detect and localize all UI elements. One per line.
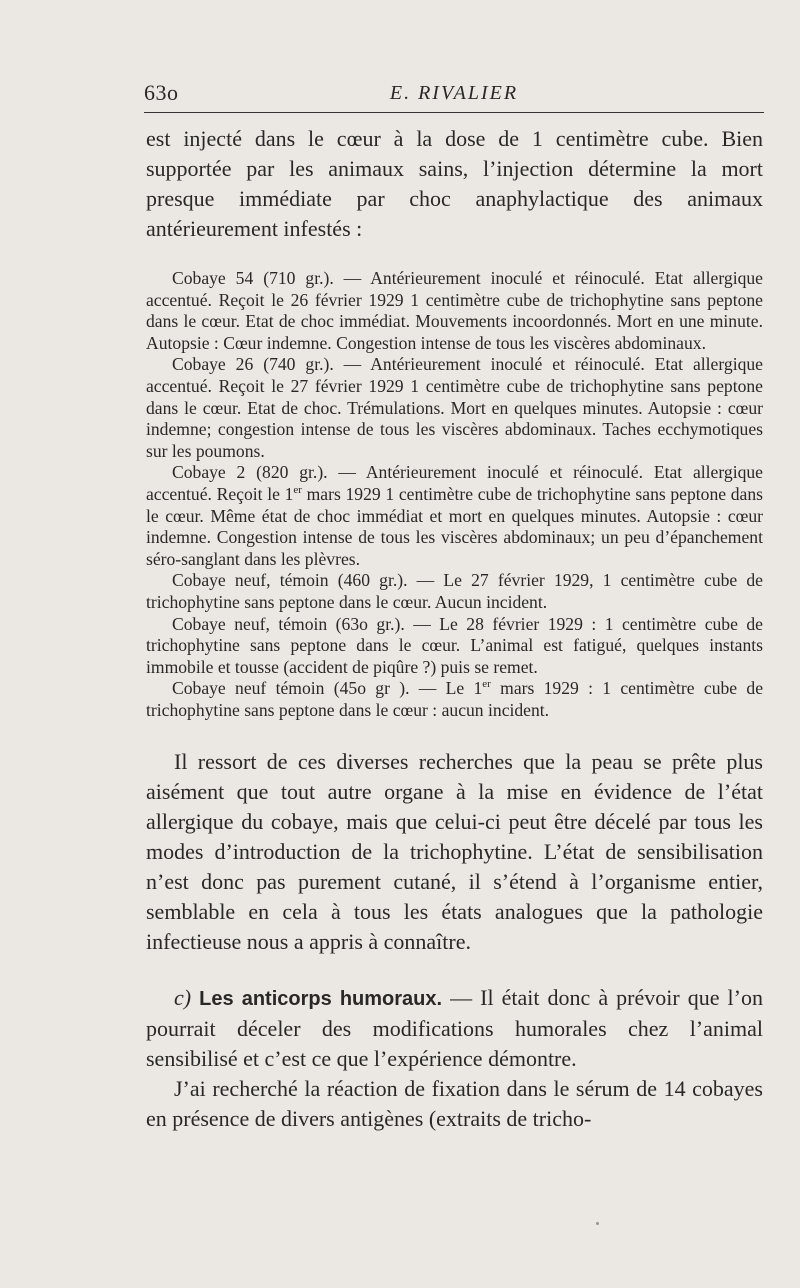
section-text: — Il était donc à prévoir que l’on pourrait déceler des modifications humorales chez l’animal sensibilisé et c’est ce que l’expérience démontre. <box>146 985 763 1072</box>
section-heading-paragraph <box>146 983 763 1074</box>
running-head-author: E. RIVALIER <box>389 82 519 104</box>
case-report: Cobaye 2 (820 gr.). — Antérieurement inoculé et réinoculé. Etat allergique accentué. Reçoit le 1er mars 1929 1 centimètre cube de trichophytine sans peptone dans le cœur. Même état de choc immédiat et mort en quelques minutes. Autopsie : cœur indemne. Congestion intense de tous les viscères abdominaux; un peu d’épanchement séro-sanglant dans les plèvres. <box>146 462 764 569</box>
body-text <box>146 124 763 1134</box>
case-report: Cobaye 54 (710 gr.). — Antérieurement inoculé et réinoculé. Etat allergique accentué. Reçoit le 26 février 1929 1 centimètre cube de trichophytine sans peptone dans le cœur. Etat de choc immédiat. Mouvements incoordonnés. Mort en une minute. Autopsie : Cœur indemne. Congestion intense de tous les viscères abdominaux. <box>146 268 763 353</box>
case-report: Cobaye neuf témoin (45o gr ). — Le 1er mars 1929 : 1 centimètre cube de trichophytine sans peptone dans le cœur : aucun incident. <box>146 678 763 720</box>
case-reports <box>146 268 763 721</box>
section-title: Les anticorps humoraux. <box>199 988 443 1011</box>
page-number: 63o <box>144 80 179 105</box>
conclusion-paragraph: Il ressort de ces diverses recherches que la peau se prête plus aisément que tout autre organe à la mise en évidence de l’état allergique du cobaye, mais que celui-ci peut être décelé par tous les modes d’introduction de la trichophytine. L’état de sensibilisation n’est donc pas purement cutané, il s’étend à l’organisme entier, semblable en cela à tous les états analogues que la pathologie infectieuse nous a appris à connaître. <box>146 749 763 955</box>
section-letter: c) <box>174 985 192 1011</box>
paper-speck <box>596 1222 599 1225</box>
case-report: Cobaye neuf, témoin (460 gr.). — Le 27 février 1929, 1 centimètre cube de trichophytine sans peptone dans le cœur. Aucun incident. <box>146 570 763 612</box>
header-rule <box>144 112 764 113</box>
intro-paragraph: est injecté dans le cœur à la dose de 1 centimètre cube. Bien supportée par les animaux sains, l’injection détermine la mort presque immédiate par choc anaphylactique des animaux antérieurement infestés : <box>146 126 763 241</box>
page-header <box>144 76 764 108</box>
final-paragraph: J’ai recherché la réaction de fixation dans le sérum de 14 cobayes en présence de divers antigènes (extraits de tricho- <box>146 1076 763 1132</box>
case-report: Cobaye neuf, témoin (63o gr.). — Le 28 février 1929 : 1 centimètre cube de trichophytine sans peptone dans le cœur. L’animal est fatigué, quelques instants immobile et tousse (accident de piqûre ?) puis se remet. <box>146 613 763 677</box>
case-report: Cobaye 26 (740 gr.). — Antérieurement inoculé et réinoculé. Etat allergique accentué. Reçoit le 27 février 1929 1 centimètre cube de trichophytine sans peptone dans le cœur. Etat de choc. Trémulations. Mort en quelques minutes. Autopsie : cœur indemne; congestion intense de tous les viscères abdominaux. Taches ecchymotiques sur les poumons. <box>146 354 763 461</box>
